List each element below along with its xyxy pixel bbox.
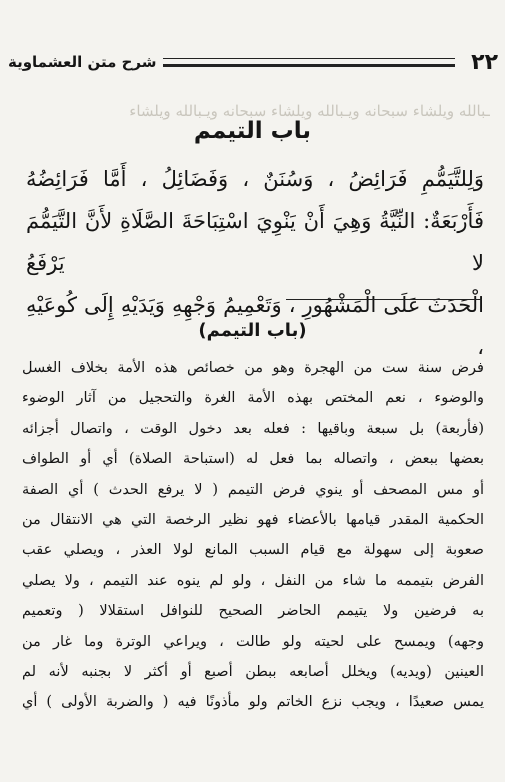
- commentary-line: والوضوء ، نعم المختص بهذه الأمة الغرة والتحجيل من آثار الوضوء: [22, 390, 484, 407]
- commentary-line: الحكمية المقدر قيامها بالأعضاء فهو نظير الرخصة التي هي الانتقال من: [22, 512, 484, 529]
- show-through-text: ـبالله ويلشاء سبحانه ويـبالله ويلشاء سبحانه ويـبالله ويلشاء: [129, 102, 490, 120]
- commentary-line: وجهه) ويمسح على لحيته ولو طالت ، ويراعي الوترة وما غار من: [22, 633, 484, 650]
- matn-line: فَأَرْبَعَةٌ: النِّيَّةُ وَهِيَ أَنْ يَنْوِيَ اسْتِبَاحَةَ الصَّلَاةِ لأَنَّ التَّيَمُّمَ لا يَرْفَعُ: [26, 209, 484, 275]
- matn-line: الْحَدَثَ عَلَى الْمَشْهُورِ ، وَتَعْمِيمُ وَجْهِهِ وَيَدَيْهِ إِلَى كُوعَيْهِ ،: [26, 293, 484, 359]
- running-title: شرح متن العشماوية: [8, 53, 157, 71]
- commentary-title: (باب التيمم): [198, 320, 307, 341]
- header-rule: [163, 58, 456, 67]
- matn-line: وَلِلتَّيَمُّمِ فَرَائِضُ ، وَسُنَنٌ ، وَفَضَائِلُ ، أَمَّا فَرَائِضُهُ: [26, 167, 484, 191]
- commentary-line: بعضها ببعض ، واتصاله بما فعل له (استباحة الصلاة) أي أو الطواف: [22, 451, 484, 468]
- chapter-title: باب التيمم: [193, 118, 312, 144]
- page-number: ٢٢: [471, 49, 498, 75]
- commentary-line: العينين (ويديه) ويخلل أصابعه ببطن أصبع أو أكثر لا بجنبه لأنه لم: [22, 664, 484, 681]
- commentary-line: الفرض بتيممه ما شاء من النفل ، ولو لم ينوه عند التيمم ، ولا يصلي: [22, 572, 484, 589]
- page-header: [8, 48, 498, 76]
- commentary-line: به فرضين ولا يتيمم الحاضر الصحيح للنوافل استقلالا ( وتعميم: [22, 603, 484, 620]
- commentary-text: [22, 353, 484, 718]
- commentary-line: (فأربعة) بل سبعة وباقيها : فعله بعد دخول الوقت ، واتصال أجزائه: [22, 420, 484, 437]
- commentary-line: صعوبة إلى سهولة مع قيام السبب المانع لولا العذر ، ويصلي عقب: [22, 542, 484, 559]
- commentary-line: أو مس المصحف أو ينوي فرض التيمم ( لا يرفع الحدث ) أي الصفة: [22, 481, 484, 498]
- commentary-line: فرض سنة ست من الهجرة وهو من خصائص هذه الأمة بخلاف الغسل: [22, 360, 484, 376]
- section-divider: [286, 299, 482, 300]
- commentary-line: يمس صعيدًا ، ويجب نزع الخاتم ولو مأذونًا فيه ( والضربة الأولى ) أي: [22, 694, 484, 711]
